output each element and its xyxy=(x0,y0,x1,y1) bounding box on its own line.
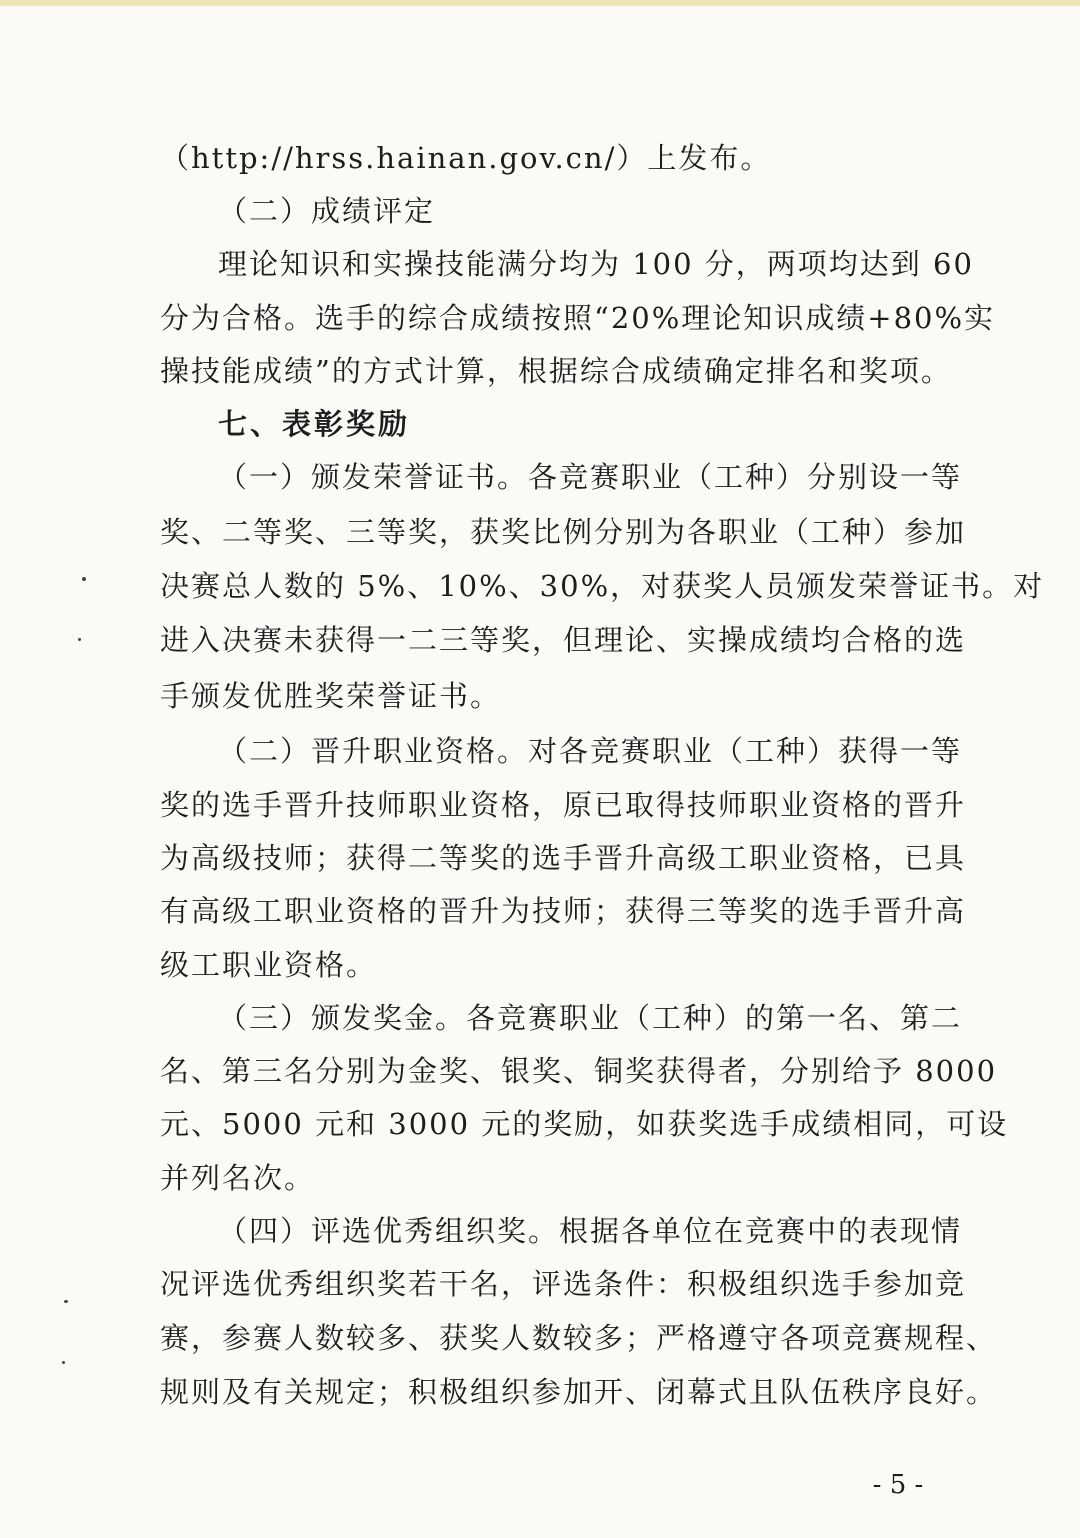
text-line: 进入决赛未获得一二三等奖，但理论、实操成绩均合格的选 xyxy=(160,623,967,657)
scan-speck xyxy=(62,1361,65,1364)
text-line: 名、第三名分别为金奖、银奖、铜奖获得者，分别给予 8000 xyxy=(160,1054,998,1088)
scan-speck xyxy=(64,1300,68,1303)
text-line: 级工职业资格。 xyxy=(160,948,378,982)
text-line: （三）颁发奖金。各竞赛职业（工种）的第一名、第二 xyxy=(218,1001,963,1035)
text-line: 元、5000 元和 3000 元的奖励，如获奖选手成绩相同，可设 xyxy=(160,1107,1009,1141)
subheading-scoring: （二）成绩评定 xyxy=(218,194,436,228)
text-line: 规则及有关规定；积极组织参加开、闭幕式且队伍秩序良好。 xyxy=(160,1375,998,1409)
text-line: （四）评选优秀组织奖。根据各单位在竞赛中的表现情 xyxy=(218,1214,963,1248)
page-top-edge xyxy=(0,0,1080,6)
text-line: 并列名次。 xyxy=(160,1161,316,1195)
scan-speck xyxy=(82,577,86,581)
text-line: 为高级技师；获得二等奖的选手晋升高级工职业资格，已具 xyxy=(160,841,967,875)
text-line: （一）颁发荣誉证书。各竞赛职业（工种）分别设一等 xyxy=(218,460,963,494)
text-line: 理论知识和实操技能满分均为 100 分，两项均达到 60 xyxy=(218,247,974,281)
text-line: 有高级工职业资格的晋升为技师；获得三等奖的选手晋升高 xyxy=(160,894,967,928)
section-heading-awards: 七、表彰奖励 xyxy=(218,407,411,441)
text-line: 赛，参赛人数较多、获奖人数较多；严格遵守各项竞赛规程、 xyxy=(160,1321,998,1355)
text-line: 操技能成绩”的方式计算，根据综合成绩确定排名和奖项。 xyxy=(160,354,952,388)
text-line: （二）晋升职业资格。对各竞赛职业（工种）获得一等 xyxy=(218,734,963,768)
text-line: 况评选优秀组织奖若干名，评选条件：积极组织选手参加竞 xyxy=(160,1267,967,1301)
page-number: - 5 - xyxy=(872,1470,924,1500)
text-line: 奖、二等奖、三等奖，获奖比例分别为各职业（工种）参加 xyxy=(160,515,967,549)
scan-speck xyxy=(78,638,81,641)
text-line: 决赛总人数的 5%、10%、30%，对获奖人员颁发荣誉证书。对 xyxy=(160,569,1045,603)
text-line: 奖的选手晋升技师职业资格，原已取得技师职业资格的晋升 xyxy=(160,788,967,822)
text-line: 手颁发优胜奖荣誉证书。 xyxy=(160,679,502,713)
text-line: 分为合格。选手的综合成绩按照“20%理论知识成绩+80%实 xyxy=(160,301,996,335)
text-line: （http://hrss.hainan.gov.cn/）上发布。 xyxy=(160,141,772,175)
